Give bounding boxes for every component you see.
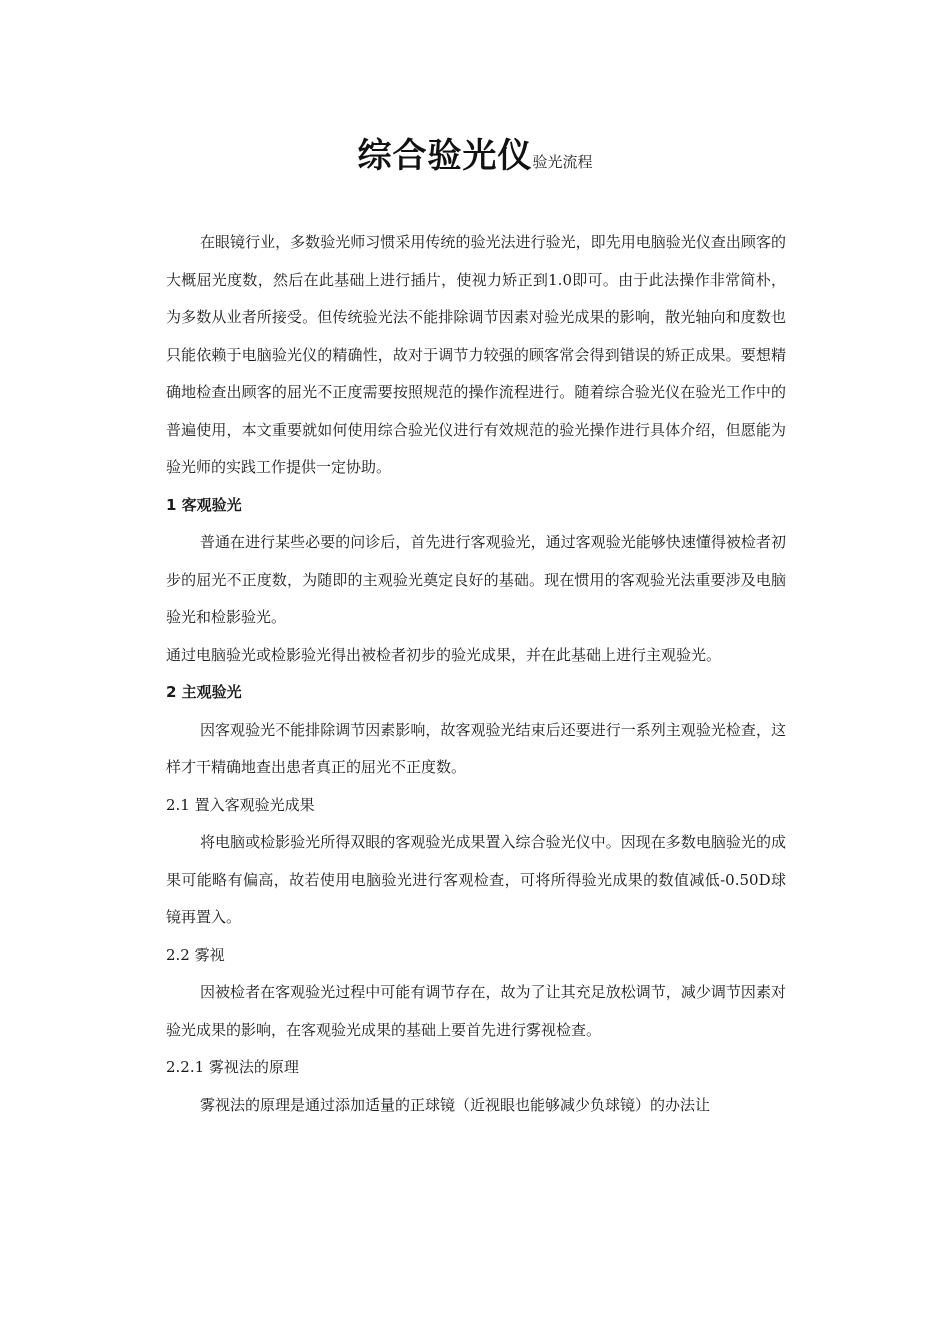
section1-paragraph-1: 普通在进行某些必要的问诊后，首先进行客观验光，通过客观验光能够快速懂得被检者初步的屈光不正度数，为随即的主观验光奠定良好的基础。现在惯用的客观验光法重要涉及电脑验光和检影验光。 — [166, 533, 786, 626]
subsection-2-2-1-paragraph: 雾视法的原理是通过添加适量的正球镜（近视眼也能够减少负球镜）的办法让 — [200, 1095, 711, 1114]
section2-paragraph-1: 因客观验光不能排除调节因素影响，故客观验光结束后还要进行一系列主观验光检查，这样才干精确地查出患者真正的屈光不正度数。 — [166, 720, 786, 776]
section-heading-subjective: 2 主观验光 — [166, 683, 242, 701]
subsection-heading-2-2: 2.2 雾视 — [166, 945, 225, 964]
title-main: 综合验光仪 — [357, 136, 533, 176]
intro-paragraph: 在眼镜行业，多数验光师习惯采用传统的验光法进行验光，即先用电脑验光仪查出顾客的大概屈光度数，然后在此基础上进行插片，使视力矫正到1.0即可。由于此法操作非常简朴，为多数从业者所接受。但传统验光法不能排除调节因素对验光成果的影响，散光轴向和度数也只能依赖于电脑验光仪的精确性，故对于调节力较强的顾客常会得到错误的矫正成果。要想精确地检查出顾客的屈光不正度需要按照规范的操作流程进行。随着综合验光仪在验光工作中的普遍使用，本文重要就如何使用综合验光仪进行有效规范的验光操作进行具体介绍，但愿能为验光师的实践工作提供一定协助。 — [166, 233, 786, 476]
section-heading-objective: 1 客观验光 — [166, 495, 242, 514]
section1-paragraph-2: 通过电脑验光或检影验光得出被检者初步的验光成果，并在此基础上进行主观验光。 — [166, 645, 722, 664]
subsection-2-1-paragraph: 将电脑或检影验光所得双眼的客观验光成果置入综合验光仪中。因现在多数电脑验光的成果可能略有偏高，故若使用电脑验光进行客观检查，可将所得验光成果的数值减低-0.50D球镜再置入。 — [166, 833, 786, 926]
document-body — [166, 224, 786, 1124]
subsection-heading-2-1: 2.1 置入客观验光成果 — [166, 795, 315, 814]
title-subtitle: 验光流程 — [532, 153, 593, 171]
subsection-heading-2-2-1: 2.2.1 雾视法的原理 — [166, 1058, 299, 1076]
subsection-2-2-paragraph: 因被检者在客观验光过程中可能有调节存在，故为了让其充足放松调节，减少调节因素对验光成果的影响，在客观验光成果的基础上要首先进行雾视检查。 — [166, 983, 786, 1039]
document-title — [0, 128, 950, 177]
